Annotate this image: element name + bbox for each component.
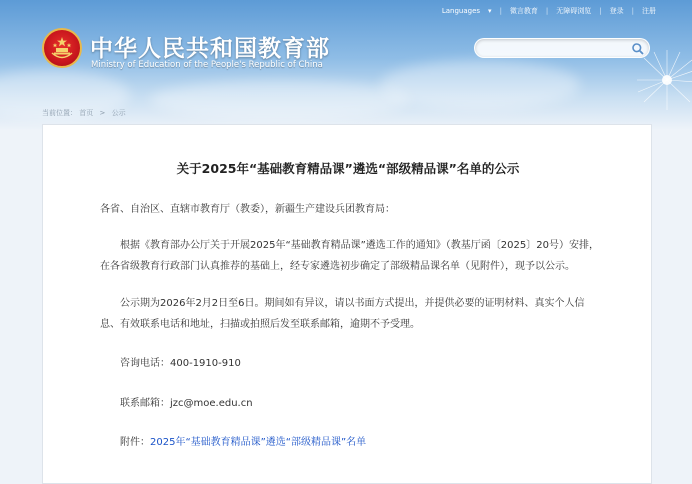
attachment-row xyxy=(100,432,600,453)
breadcrumb-home[interactable]: 首页 xyxy=(79,109,94,117)
phone-value: 400-1910-910 xyxy=(170,358,241,369)
breadcrumb-current[interactable]: 公示 xyxy=(111,109,126,117)
nav-link-weiyan[interactable]: 微言教育 xyxy=(509,7,538,15)
attachment-link[interactable]: 2025年“基础教育精品课”遴选“部级精品课”名单 xyxy=(150,437,367,448)
article-salutation: 各省、自治区、直辖市教育厅（教委），新疆生产建设兵团教育局： xyxy=(100,204,395,215)
article-panel xyxy=(42,124,652,484)
site-logo-subtitle[interactable]: Ministry of Education of the People's Republic of China xyxy=(91,60,323,70)
breadcrumb xyxy=(42,108,126,118)
article-paragraph-2: 公示期为2026年2月2日至6日。期间如有异议，请以书面方式提出，并提供必要的证明材料、真实个人信息、有效联系电话和地址，扫描或拍照后发至联系邮箱，逾期不予受理。 xyxy=(100,298,585,330)
contact-phone xyxy=(100,353,600,374)
top-nav xyxy=(442,6,656,16)
breadcrumb-separator: > xyxy=(99,109,106,117)
site-logo-title[interactable]: 中华人民共和国教育部 xyxy=(90,36,330,62)
article-paragraph-1: 根据《教育部办公厅关于开展2025年“基础教育精品课”遴选工作的通知》（教基厅函〔2025〕20号）安排，在各省级教育行政部门认真推荐的基础上，经专家遴选初步确定了部级精品课名单（见附件），现予以公示。 xyxy=(100,240,599,272)
nav-link-accessibility[interactable]: 无障碍浏览 xyxy=(556,7,592,15)
phone-label: 咨询电话： xyxy=(120,358,170,369)
search-input[interactable] xyxy=(485,41,629,57)
cloud-decoration xyxy=(150,80,410,120)
contact-email xyxy=(100,393,600,414)
nav-link-login[interactable]: 登录 xyxy=(609,7,624,15)
email-label: 联系邮箱： xyxy=(120,398,170,409)
nav-link-register[interactable]: 注册 xyxy=(642,7,656,15)
cloud-decoration xyxy=(380,60,580,110)
attachment-label: 附件： xyxy=(120,437,150,448)
breadcrumb-prefix: 当前位置： xyxy=(42,109,77,117)
nav-separator: | xyxy=(499,7,502,15)
dandelion-decoration-icon xyxy=(622,40,692,130)
email-value: jzc@moe.edu.cn xyxy=(170,398,253,409)
chevron-down-icon[interactable]: ▾ xyxy=(488,7,492,15)
languages-link[interactable]: Languages xyxy=(441,7,481,15)
nav-separator: | xyxy=(599,7,602,15)
nav-separator: | xyxy=(631,7,634,15)
article-title: 关于2025年“基础教育精品课”遴选“部级精品课”名单的公示 xyxy=(176,161,520,176)
national-emblem-icon[interactable] xyxy=(42,28,82,68)
nav-separator: | xyxy=(545,7,549,15)
